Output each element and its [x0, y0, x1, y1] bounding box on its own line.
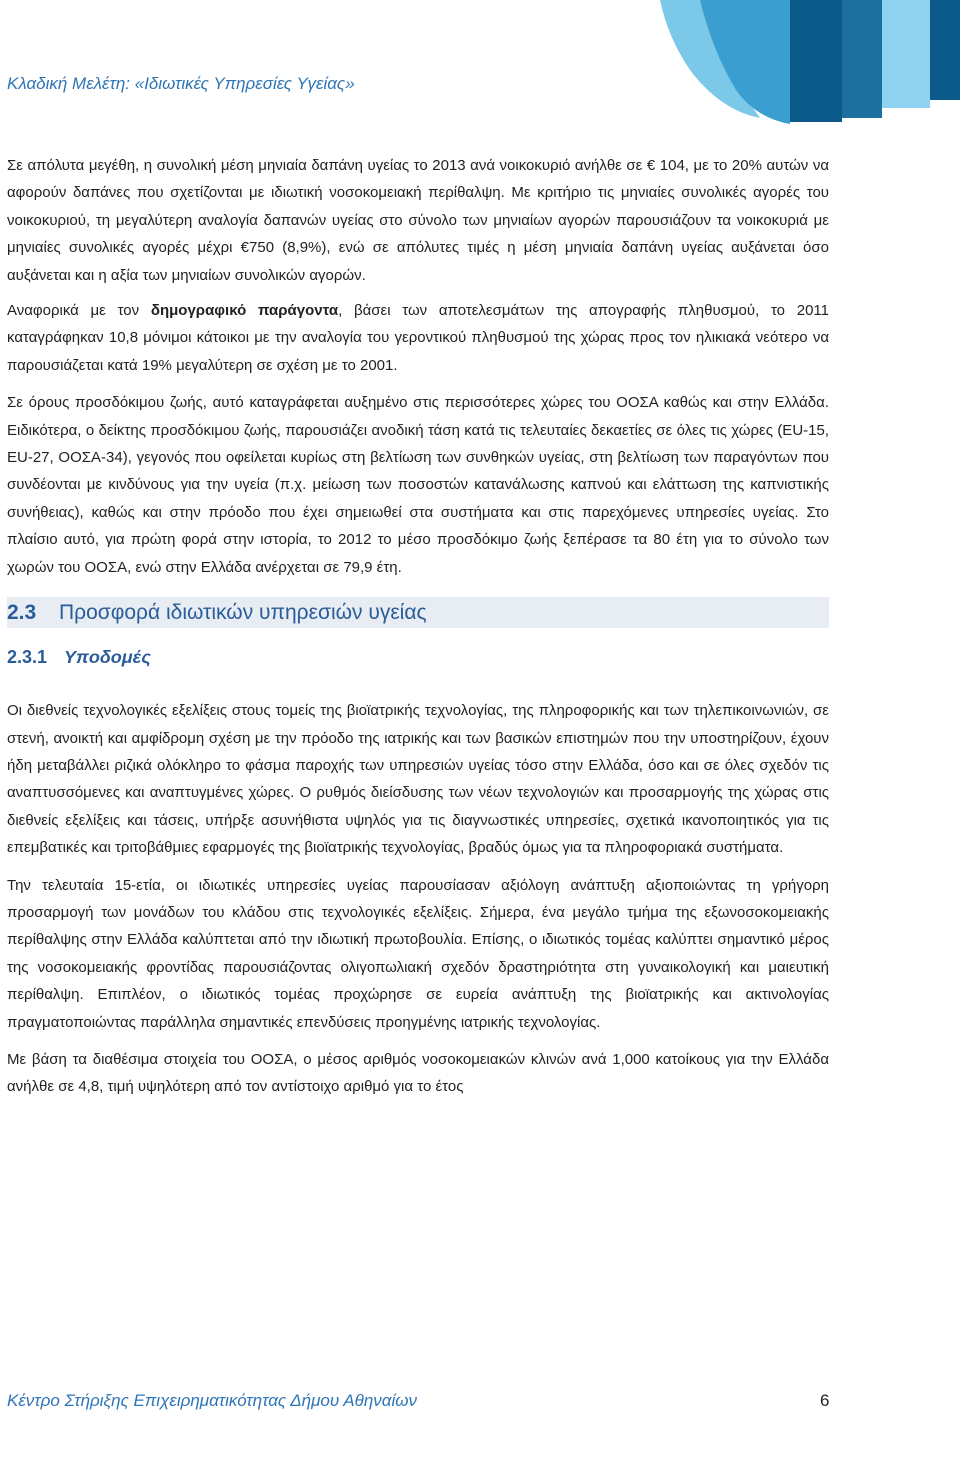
header-bar-light	[882, 0, 930, 108]
paragraph-private-services: Την τελευταία 15-ετία, οι ιδιωτικές υπηρεσίες υγείας παρουσίασαν αξιόλογη ανάπτυξη αξιοποιώντας τη γρήγορη προσαρμογή των μονάδων του κλάδου στις τεχνολογικές εξελίξεις. Σήμερα, ένα μεγάλο τμήμα της εξωνοσοκομειακής περίθαλψης στην Ελλάδα καλύπτεται από την ιδιωτική πρωτοβουλία. Επίσης, ο ιδιωτικός τομέας καλύπτει σημαντικό μέρος της νοσοκομειακής φροντίδας παρουσιάζοντας ολιγοπωλιακή σχεδόν δραστηριότητα στη γυναικολογική και μαιευτική περίθαλψη. Επιπλέον, ο ιδιωτικός τομέας προχώρησε σε ευρεία ανάπτυξη της βιοϊατρικής και ακτινολογίας πραγματοποιώντας παράλληλα σημαντικές επενδύσεις προηγμένης ιατρικής τεχνολογίας.	[7, 876, 829, 1031]
section-number: 2.3	[7, 601, 37, 625]
subsection-heading	[7, 644, 829, 671]
paragraph-hospital-beds: Με βάση τα διαθέσιμα στοιχεία του ΟΟΣΑ, ο μέσος αριθμός νοσοκομειακών κλινών ανά 1,000 κατοίκους για την Ελλάδα ανήλθε σε 4,8, τιμή υψηλότερη από τον αντίστοιχο αριθμό για το έτος	[7, 1050, 829, 1096]
section-heading	[7, 597, 829, 628]
subsection-number: 2.3.1	[7, 647, 48, 668]
footer-organization: Κέντρο Στήριξης Επιχειρηματικότητας Δήμου Αθηναίων	[7, 1391, 418, 1410]
header-bar-dark	[790, 0, 842, 122]
paragraph-household-spending: Σε απόλυτα μεγέθη, η συνολική μέση μηνιαία δαπάνη υγείας το 2013 ανά νοικοκυριό ανήλθε σε € 104, με το 20% αυτών να αφορούν δαπάνες που σχετίζονται με ιδιωτική νοσοκομειακή περίθαλψη. Με κριτήριο τις μηνιαίες συνολικές αγορές του νοικοκυριού, τη μεγαλύτερη αναλογία δαπανών υγείας στο σύνολο των μηνιαίων αγορών παρουσιάζουν τα νοικοκυριά με μηνιαίες συνολικές αγορές μέχρι €750 (8,9%), ενώ σε απόλυτες τιμές η μέση μηνιαία δαπάνη υγείας αυξάνεται όσο αυξάνεται και η αξία των μηνιαίων συνολικών αγορών.	[7, 157, 829, 284]
paragraph-life-expectancy: Σε όρους προσδόκιμου ζωής, αυτό καταγράφεται αυξημένο στις περισσότερες χώρες του ΟΟΣΑ καθώς και στην Ελλάδα. Ειδικότερα, ο δείκτης προσδόκιμου ζωής, παρουσιάζει ανοδική τάση κατά τις τελευταίες δεκαετίες σε όλες τις χώρες (EU-15, EU-27, ΟΟΣΑ-34), γεγονός που οφείλεται κυρίως στη βελτίωση των συνθηκών υγείας, στη βελτίωση των παραγόντων που συνδέονται με κινδύνους για την υγεία (π.χ. μείωση των ποσοστών κατανάλωσης καπνού και ελάττωση της καπνιστικής συνήθειας), καθώς και στην πρόοδο που έχει σημειωθεί στα συστήματα και στις παρεχόμενες υπηρεσίες υγείας. Στο πλαίσιο αυτό, για πρώτη φορά στην ιστορία, το 2012 το μέσο προσδόκιμο ζωής ξεπέρασε τα 80 έτη για το σύνολο των χωρών του ΟΟΣΑ, ενώ στην Ελλάδα ανέρχεται σε 79,9 έτη.	[7, 394, 829, 576]
subsection-title: Υποδομές	[64, 647, 151, 668]
header-bar-end	[930, 0, 960, 100]
paragraph-demographic	[7, 297, 829, 379]
demographic-text-after: , βάσει των αποτελεσμάτων της απογραφής πληθυσμού, το 2011 καταγράφηκαν 10,8 μόνιμοι κάτοικοι με την αναλογία του γεροντικού πληθυσμού της χώρας προς τον ηλικιακά νεότερο να παρουσιάζεται κατά 19% μεγαλύτερη σε σχέση με το 2001.	[7, 302, 829, 374]
demographic-bold-term: δημογραφικό παράγοντα	[150, 302, 339, 320]
footer-page-number: 6	[820, 1391, 830, 1410]
section-title: Προσφορά ιδιωτικών υπηρεσιών υγείας	[59, 601, 427, 625]
demographic-text-before: Αναφορικά με τον	[7, 302, 151, 320]
running-header-title: Κλαδική Μελέτη: «Ιδιωτικές Υπηρεσίες Υγείας»	[7, 74, 355, 93]
page-content	[7, 152, 829, 1111]
header-bar-dark-2	[842, 0, 882, 118]
paragraph-technology: Οι διεθνείς τεχνολογικές εξελίξεις στους τομείς της βιοϊατρικής τεχνολογίας, της πληροφορικής και των τηλεπικοινωνιών, σε στενή, ανοικτή και αμφίδρομη σχέση με την πρόοδο της ιατρικής και των βασικών επιστημών που την υποστηρίζουν, έχουν ήδη μεταβάλλει ριζικά ολόκληρο το φάσμα παροχής των υπηρεσιών υγείας τόσο στην Ελλάδα, όσο και σε όλες σχεδόν τις αναπτυσσόμενες και αναπτυγμένες χώρες. Ο ρυθμός διείσδυσης των νέων τεχνολογιών και προσαρμογής της χώρας στις διεθνείς εξελίξεις και τάσεις, υπήρξε ασυνήθιστα υψηλός για τις διαγνωστικές υπηρεσίες, σχετικά ικανοποιητικός για τις επεμβατικές και τριτοβάθμιες εφαρμογές της βιοϊατρικής τεχνολογίας, βραδύς όμως για τα πληροφοριακά συστήματα.	[7, 702, 829, 857]
